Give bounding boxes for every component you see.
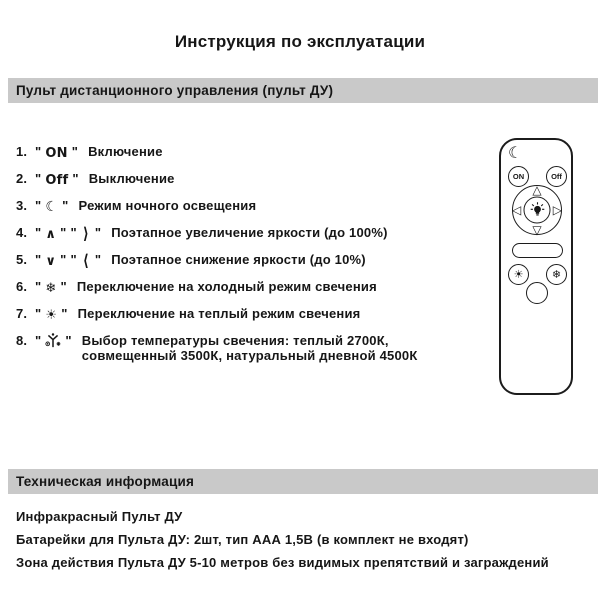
technical-info (16, 505, 549, 574)
tech-line: Инфракрасный Пульт ДУ (16, 509, 183, 524)
remote-bottom-button (526, 282, 548, 304)
section-header-technical-label: Техническая информация (16, 474, 195, 489)
sun-icon: ☀ (513, 268, 524, 281)
arrow-down-icon: ▽ (532, 223, 542, 237)
open-quote: " (35, 144, 42, 159)
item-number: 2. (16, 171, 28, 186)
item-text: Поэтапное снижение яркости (до 10%) (111, 252, 366, 267)
list-item (16, 279, 486, 295)
off-label: Off (45, 173, 69, 188)
list-item (16, 225, 486, 244)
chevron-right-icon: ⟩ (82, 225, 89, 244)
bulb-icon (529, 202, 545, 219)
item-text: Выбор температуры свечения: теплый 2700К, совмещенный 3500К, натуральный дневной 4500К (81, 333, 418, 363)
moon-icon: ☾ (45, 199, 59, 215)
remote-pill-button (512, 243, 563, 258)
chevron-left-icon-group (70, 252, 103, 271)
remote-off-button: Off (546, 166, 567, 187)
close-quote: " (61, 306, 68, 321)
item-number: 3. (16, 198, 28, 213)
close-quote: " (60, 252, 67, 267)
item-text: Поэтапное увеличение яркости (до 100%) (111, 225, 388, 240)
off-label-group (34, 171, 80, 187)
list-item (16, 198, 486, 214)
open-quote: " (35, 225, 42, 240)
chevron-left-icon: ⟨ (82, 252, 89, 271)
item-number: 8. (16, 333, 28, 348)
snowflake-icon-group (34, 279, 68, 295)
close-quote: " (60, 225, 67, 240)
page-title: Инструкция по эксплуатации (174, 32, 426, 51)
chevron-up-icon: ∧ (45, 227, 57, 242)
snowflake-icon: ❄ (551, 268, 562, 281)
open-quote: " (35, 333, 42, 348)
item-text: Переключение на теплый режим свечения (77, 306, 361, 321)
close-quote: " (72, 171, 79, 186)
open-quote: " (35, 252, 42, 267)
open-quote: " (70, 225, 77, 240)
moon-icon: ☾ (508, 143, 523, 162)
remote-cold-button (546, 264, 567, 285)
close-quote: " (94, 225, 102, 240)
temperature-select-icon-group (34, 333, 73, 349)
open-quote: " (35, 279, 42, 294)
snowflake-icon: ❄ (45, 281, 57, 296)
close-quote: " (60, 279, 67, 294)
remote-center-button (524, 197, 551, 224)
open-quote: " (35, 171, 42, 186)
item-number: 5. (16, 252, 28, 267)
item-number: 7. (16, 306, 28, 321)
chevron-down-icon: ∨ (45, 254, 57, 269)
sun-icon-group (34, 306, 69, 322)
remote-warm-button (508, 264, 529, 285)
chevron-right-icon-group (70, 225, 103, 244)
list-item (16, 171, 486, 187)
section-header-remote (8, 78, 598, 103)
item-number: 6. (16, 279, 28, 294)
arrow-up-icon: △ (532, 183, 542, 197)
remote-control-drawing (499, 138, 573, 395)
open-quote: " (70, 252, 77, 267)
open-quote: " (35, 198, 42, 213)
item-number: 4. (16, 225, 28, 240)
moon-icon-group (34, 198, 70, 214)
remote-on-button: ON (508, 166, 529, 187)
chevron-down-icon-group (34, 252, 68, 268)
list-item (16, 252, 486, 271)
item-text: Включение (88, 144, 163, 159)
temperature-select-icon (45, 333, 61, 349)
remote-dpad (512, 185, 562, 235)
item-text: Переключение на холодный режим свечения (76, 279, 377, 294)
close-quote: " (94, 252, 102, 267)
section-header-remote-label: Пульт дистанционного управления (пульт ДУ) (16, 83, 334, 98)
open-quote: " (35, 306, 42, 321)
tech-line: Батарейки для Пульта ДУ: 2шт, тип ААА 1,5В (в комплект не входят) (16, 532, 469, 547)
close-quote: " (71, 144, 79, 159)
list-item (16, 144, 486, 160)
item-number: 1. (16, 144, 28, 159)
close-quote: " (62, 198, 69, 213)
chevron-up-icon-group (34, 225, 68, 241)
section-header-technical (8, 469, 598, 494)
on-label: ON (45, 146, 68, 161)
sun-icon: ☀ (45, 308, 58, 323)
on-label-group (34, 144, 79, 160)
item-text: Режим ночного освещения (78, 198, 257, 213)
remote-instructions-list (16, 144, 486, 374)
arrow-right-icon: ▷ (552, 203, 562, 217)
list-item (16, 333, 486, 363)
tech-line: Зона действия Пульта ДУ 5-10 метров без видимых препятствий и заграждений (16, 555, 549, 570)
list-item (16, 306, 486, 322)
arrow-left-icon: ◁ (512, 203, 522, 217)
item-text: Выключение (88, 171, 175, 186)
close-quote: " (65, 333, 72, 348)
